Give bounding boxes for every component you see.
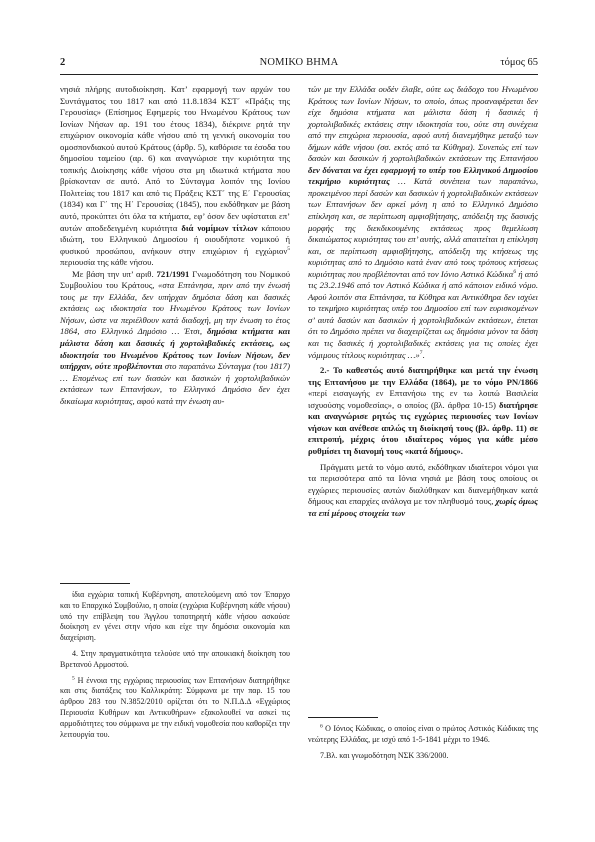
footnote-4: 4. Στην πραγματικότητα τελούσε υπό την αποικιακή διοίκηση του Βρετανού Αρμοστού.	[60, 648, 290, 669]
opinion-number: 721/1991	[156, 268, 190, 279]
text-run: «περί εισαγωγής εν Επτανήσω της εν τω λοιπώ Βασιλεία ισχυούσης νομοθεσίας», ο οποίος (βλ. άρθρα 10-15)	[308, 388, 538, 410]
section-heading: 2.- Το καθεστώς αυτό διατηρήθηκε και μετά την ένωση της Επτανήσου με την Ελλάδα (1864), με το νόμο ΡΝ/1866	[308, 365, 538, 387]
left-column	[60, 84, 290, 407]
text-run: .	[422, 349, 425, 360]
footnote-ref: 6	[513, 268, 517, 275]
header-rule	[60, 74, 538, 75]
right-paragraph-2	[308, 365, 538, 457]
journal-title: ΝΟΜΙΚΟ ΒΗΜΑ	[259, 57, 339, 68]
text-run: κάποιου ιδιώτη, του Ελληνικού Δημοσίου ή οιουδήποτε νομικού ή φυσικού προσώπου, ανήκουν στην επιχώριον ή εγχώριον	[60, 222, 290, 256]
left-paragraph-1	[60, 84, 290, 269]
footnote-rule-right	[308, 717, 378, 718]
volume-label: τόμος 65	[500, 57, 538, 68]
footnote-ref: 7	[419, 349, 423, 356]
text-run: νησιά πλήρης αυτοδιοίκηση. Κατ’ εφαρμογή των αρχών του Συντάγματος του 1817 και από 11.8.1834 ΚΣΤ΄ «Πράξις της Γερουσίας» (Επίσημος Εφημερίς του Ηνωμένου Κράτους των Ιονίων Νήσων αρ. 191 του έτους 1834), διέκρινε ρητά την επιχώριον οικονομία κάθε νήσου από τη γενική οικονομία του ομοσπονδιακού αυτού Κράτους (άρθρ. 5), καθόρισε τα έσοδα του δημοσίου ταμείου (αρ. 6) και αναγνώρισε την κυριότητα της τοπικής Διοίκησης κάθε νήσου στα μη ιδιωτικά κτήματα που βρίσκονταν σε αυτό. Από το Σύνταγμα λοιπόν της Ιονίου Πολιτείας του 1817 και από τις Πράξεις ΚΣΤ΄ της Ε΄ Γερουσίας (1834) και Γ΄ της Η΄ Γερουσίας (1845), που εκδόθηκαν με βάση αυτό, προκύπτει ότι όλα τα κτήματα, εφ’ όσον δεν υφίσταται επ’ αυτών αποδεδειγμένη κυριότητα	[60, 84, 290, 233]
footnote-marker: 6	[320, 723, 323, 730]
right-column	[308, 84, 538, 519]
quote-emphasis: δεν δύναται να έχει εφαρμογή το υπέρ του Ελληνικού Δημοσίου τεκμήριο κυριότητας	[308, 164, 538, 187]
quote-text: τών με την Ελλάδα ουδέν έλαβε, ούτε ως διάδοχο του Ηνωμένου Κράτους των Ιονίων Νήσων, το οποίο, όπως προαναφέρεται δεν είχε δημόσια κτήματα και μάλιστα δάση ή δασικές ή χορτολιβαδικές εκτάσεις στην ιδιοκτησία του, ούτε στη συνέχεια από την επιχώρια περιουσία, αφού αυτή διανεμήθηκε μεταξύ των δήμων κάθε νήσου (σσ. εκτός από τα Κύθηρα). Συνεπώς επί των δασών και δασικών ή χορτολιβαδικών εκτάσεων της Επτανήσου	[308, 84, 538, 164]
quote-text: ή από τις 23.2.1946 από τον Αστικό Κώδικα ή από κάποιον ειδικό νόμο. Αφού λοιπόν στα Επτάνησα, τα Κύθηρα και Αντικύθηρα δεν ισχύει το τεκμήριο κυριότητας υπέρ του Δημοσίου επί των ευρισκομένων σ’ αυτά δασών και δασικών ή χορτολιβαδικών εκτάσεων, έπεται ότι το Δημόσιο πρέπει να διαχειρίζεται ως δημόσια μόνον τα δάση και τις δασικές ή χορτολιβαδικές εκτάσεις για τις οποίες έχει νόμιμους τίτλους κυριότητας …»	[308, 268, 538, 360]
bold-italic-text: χωρίς όμως τα επί μέρους στοιχεία των	[308, 496, 538, 518]
quote-text: στο παραπάνω Σύνταγμα (του 1817) … Επομένως επί των διασών και δασικών ή χορτολιβαδικών εκτάσεων των Επτανήσων, το Ελληνικό Δημόσιο δεν έχει δικαίωμα κυριότητας, αφού κατά την ένωση αυ-	[60, 361, 290, 406]
footnote-ref: 5	[287, 245, 290, 252]
text-run: Με βάση την υπ’ αριθ.	[72, 268, 157, 279]
text-run: Πράγματι μετά το νόμο αυτό, εκδόθηκαν ιδιαίτεροι νόμοι για τα περισσότερα από τα Ιόνια νησιά με βάση τους οποίους οι εγχώριες περιουσίες αυτών διαλύθηκαν και διανεμήθηκαν κατά δήμους και επαρχίες ανάλογα με τον πληθυσμό τους,	[308, 461, 538, 507]
footnote-text: Η έννοια της εγχώριας περιουσίας των Επτανήσων διατηρήθηκε και στις διατάξεις του Καλλικράτη: Σύμφωνα με την παρ. 15 του άρθρου 283 του Ν.3852/2010 ορίζεται ότι το Ν.Π.Δ.Δ «Εγχώριος Περιουσία Κυθήρων και Αντικυθήρων» εξακολουθεί να ασκεί τις αρμοδιότητες του σύμφωνα με την ειδική νομοθεσία που καθορίζει την λειτουργία του.	[60, 675, 290, 739]
right-paragraph-3	[308, 462, 538, 520]
footnotes-right	[308, 724, 538, 761]
page-header	[60, 57, 538, 71]
footnote-5	[60, 676, 290, 741]
bold-text: διατήρησε και αναγνώρισε ρητώς τις εγχώριες περιουσίες των Ιονίων νήσων και ανέθεσε απλώς τη διοίκησή τους (βλ. άρθρ. 11) σε επιτροπή, μέχρις ότου ιδιαίτερος νόμος για κάθε μέσο ρυθμίσει τη διανομή τους «κατά δήμους».	[308, 399, 538, 456]
footnotes-left	[60, 590, 290, 740]
bold-text: διά νομίμων τίτλων	[181, 222, 258, 233]
footnote-text: Ο Ιόνιος Κώδικας, ο οποίος είναι ο πρώτος Αστικός Κώδικας της νεώτερης Ελλάδας, με ισχύ από 1-5-1841 μέχρι το 1946.	[308, 724, 538, 744]
quote-text: … Κατά συνέπεια των παραπάνω, προκειμένου περί δασών και δασικών ή χορτολιβαδικών εκτάσεων των Επτανήσων δεν αρκεί μόνη η από το Ελληνικό Δημόσιο επίκληση και, σε περίπτωση αμφισβήτησης, απόδειξη της δασικής μορφής της διεκδικουμένης εκτάσεως προς θεμελίωση δικαιώματος κυριότητας του επ’ αυτής, αλλά απαιτείται η επίκληση και, σε περίπτωση αμφισβήτησης, απόδειξη της κτήσεως της κυριότητας από το Δημόσιο κατά έναν από τους τρόπους κτήσεως κυριότητας που προβλέπονται από τον Ιόνιο Αστικό Κώδικα	[308, 176, 538, 279]
text-run: περιουσία της κάθε νήσου.	[60, 257, 154, 268]
right-paragraph-1	[308, 84, 538, 361]
page-number: 2	[60, 57, 66, 68]
footnote-marker: 5	[72, 674, 75, 681]
text-run: Γνωμοδότηση του Νομικού Συμβουλίου του Κράτους,	[60, 268, 291, 291]
footnote-6	[308, 724, 538, 746]
footnote-rule-left	[60, 583, 130, 584]
footnote-continuation: ίδια εγχώρια τοπική Κυβέρνηση, αποτελούμενη από τον Έπαρχο και το Επαρχικό Συμβούλιο, η οποία (εγχώρια Κυβέρνηση κάθε νήσου) υπό την επίβλεψη του Άγγλου τοποτηρητή κάθε νήσου ασκούσε διοίκηση εν γένει στην νήσο και είχε την δημόσια οικονομία και διαχείριση.	[60, 590, 290, 643]
quote-emphasis: δημόσια κτήματα και μάλιστα δάση και δασικές ή χορτολιβαδικές εκτάσεις, ως ιδιοκτησία του Ηνωμένου Κράτους των Ιονίων Νήσων, δεν υπήρχαν, ούτε προβλέπονται	[60, 326, 291, 372]
quote-text: «στα Επτάνησα, πριν από την ένωσή τους με την Ελλάδα, δεν υπήρχαν δημόσια δάση και δασικές εκτάσεις ως ιδιοκτησία του Ηνωμένου Κράτους των Ιονίων Νήσων, ώστε να περιέλθουν κατά διαδοχή, μη την ένωση το έτος 1864, στο Ελληνικό Δημόσιο … Έτσι,	[60, 280, 291, 337]
left-paragraph-2	[60, 269, 290, 408]
footnote-7: 7.Βλ. και γνωμοδότηση ΝΣΚ 336/2000.	[320, 750, 449, 760]
